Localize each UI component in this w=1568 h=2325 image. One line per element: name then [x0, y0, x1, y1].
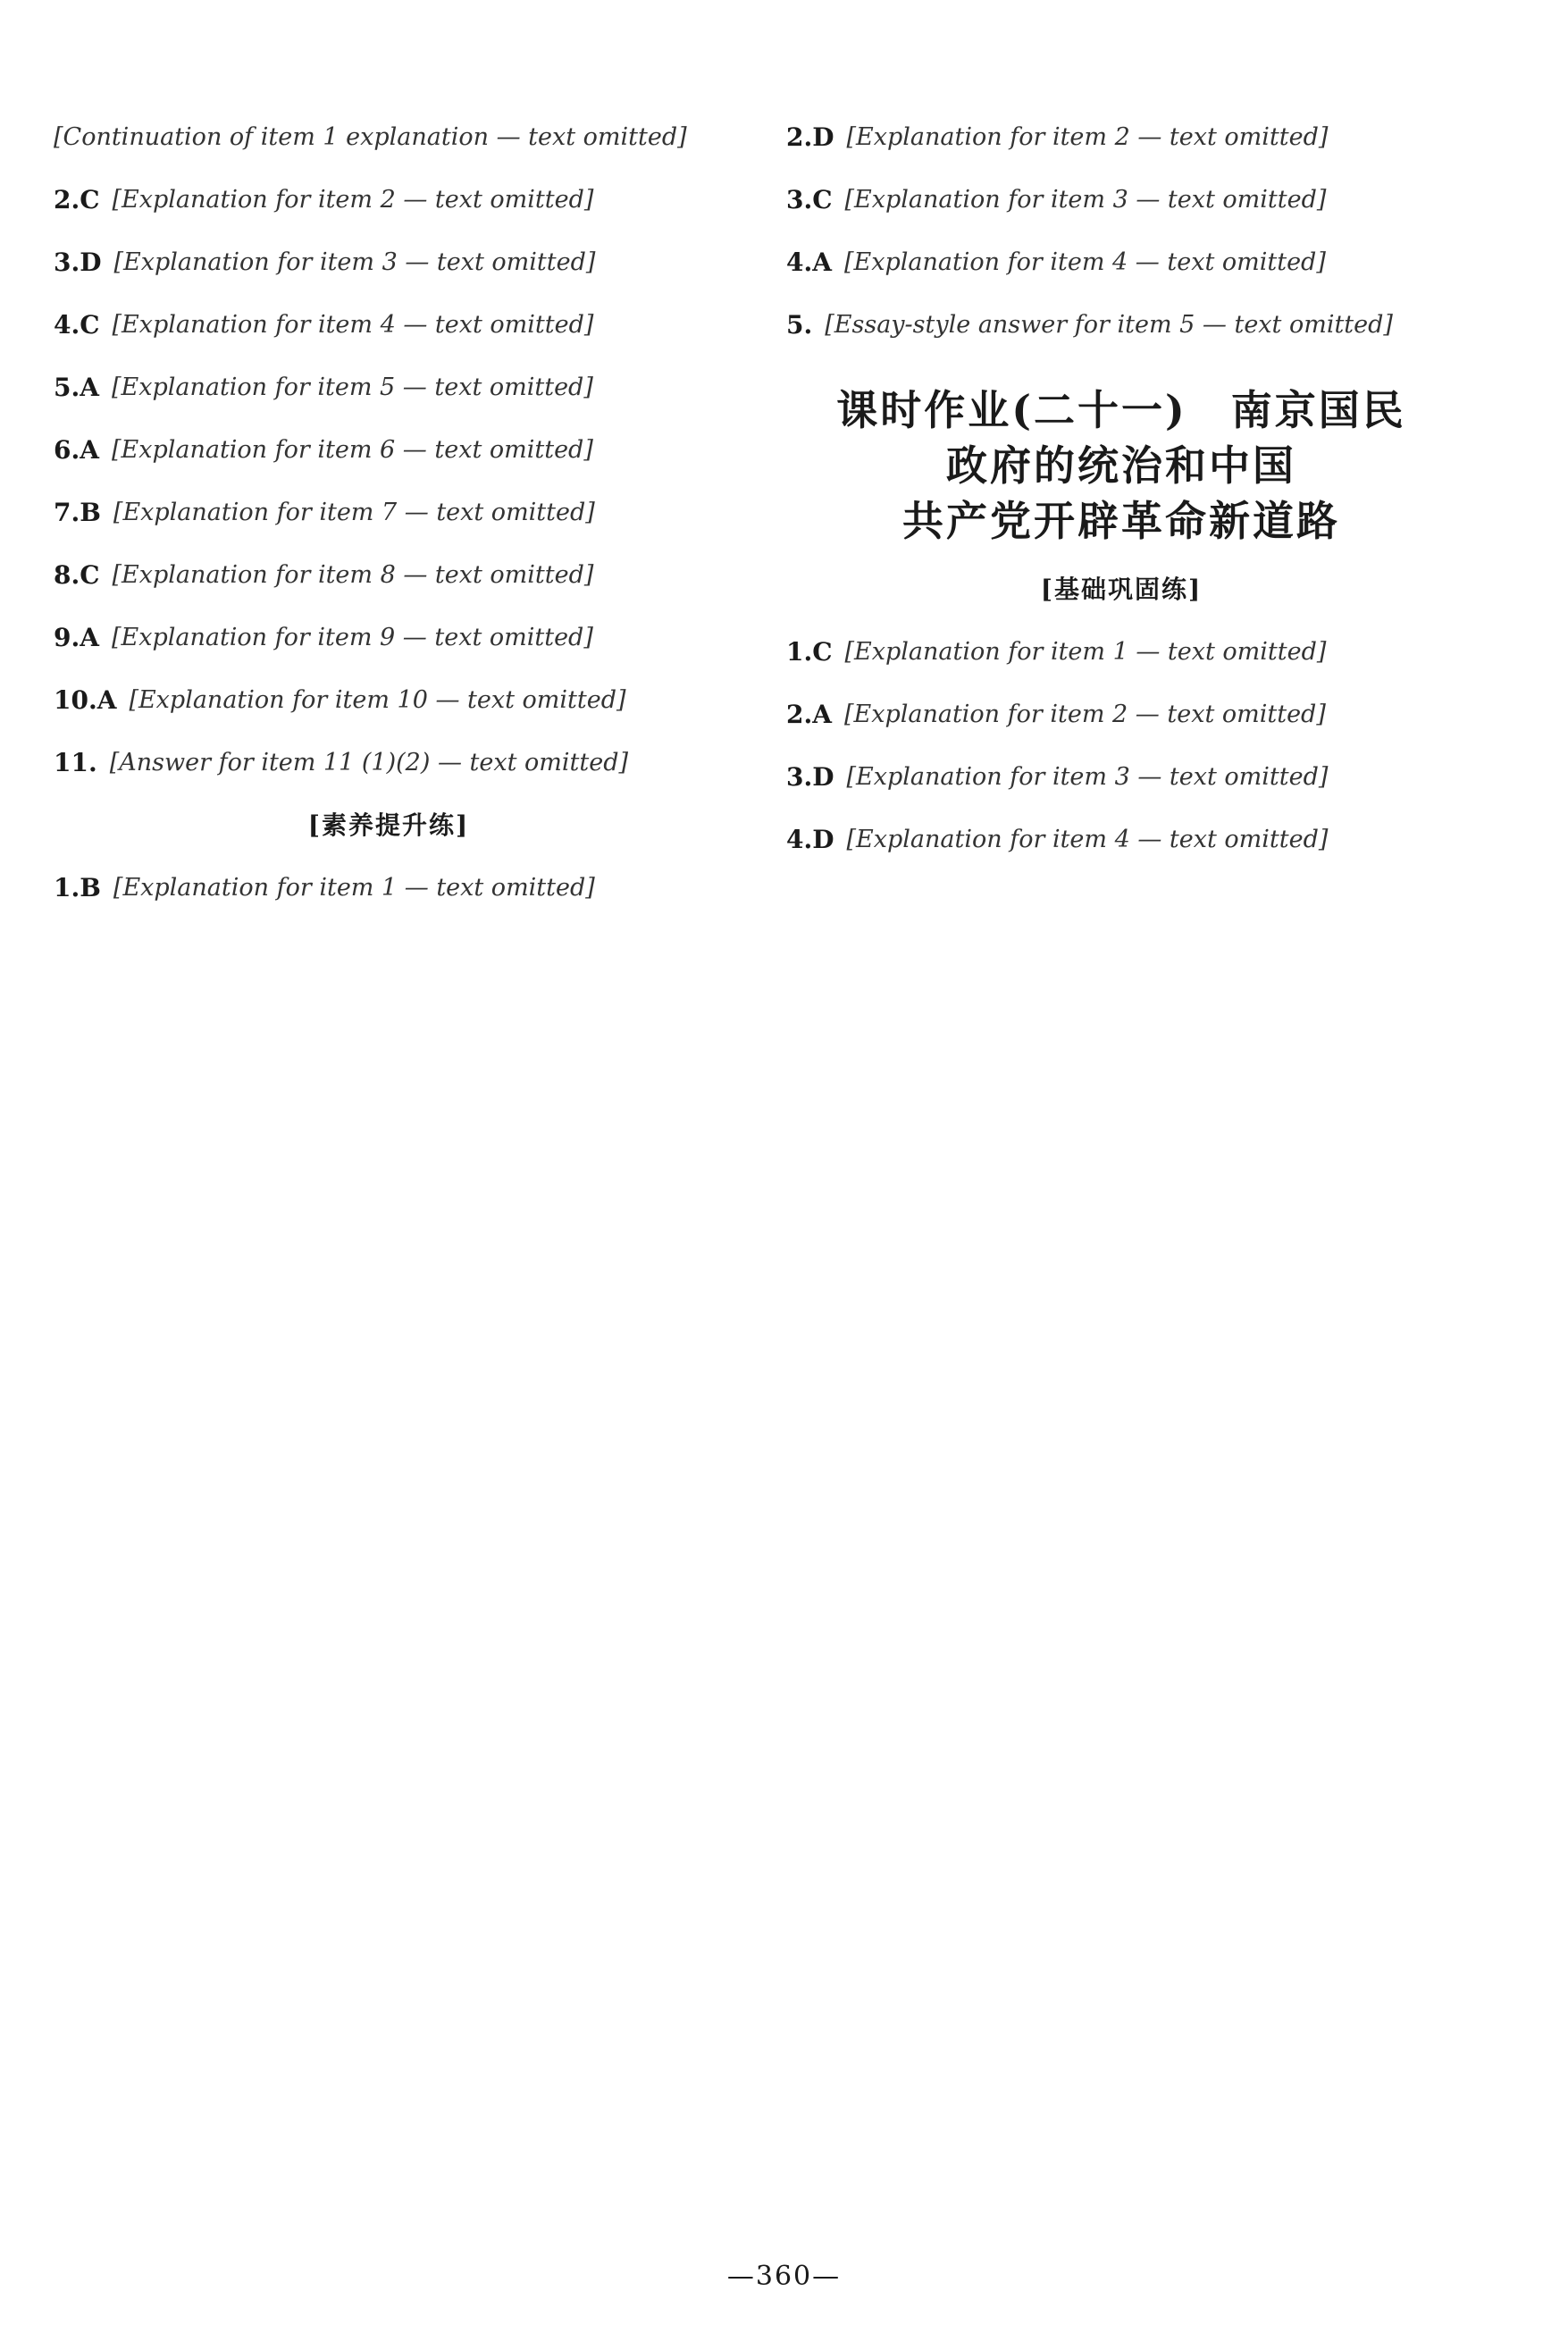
answer-number: 4.A — [786, 248, 832, 277]
answer-number: 7.B — [54, 498, 101, 527]
answer-item — [54, 742, 724, 785]
right-column — [786, 116, 1456, 881]
answer-text: [Explanation for item 10 — text omitted] — [129, 686, 626, 714]
answer-number: 3.D — [54, 248, 102, 277]
answer-text: [Explanation for item 1 — text omitted] — [113, 874, 595, 902]
right-answer-list — [786, 116, 1456, 347]
left-answer-list-after — [54, 867, 724, 910]
answer-item — [786, 304, 1456, 347]
answer-number: 3.C — [786, 185, 833, 214]
answer-item — [786, 756, 1456, 799]
right-answer-list-after — [786, 631, 1456, 861]
answer-text: [Answer for item 11 (1)(2) — text omitted] — [109, 749, 629, 776]
answer-text: [Explanation for item 1 — text omitted] — [844, 638, 1327, 666]
chapter-title — [786, 382, 1456, 549]
answer-item — [54, 679, 724, 722]
answer-item — [786, 179, 1456, 222]
answer-text: [Explanation for item 4 — text omitted] — [843, 248, 1326, 276]
answer-number: 3.D — [786, 762, 834, 792]
answer-item — [54, 116, 724, 159]
answer-text: [Explanation for item 7 — text omitted] — [113, 499, 595, 526]
answer-text: [Explanation for item 9 — text omitted] — [111, 624, 593, 651]
answer-number: 1.B — [54, 873, 101, 902]
answer-text: [Explanation for item 6 — text omitted] — [111, 436, 593, 464]
answer-item — [786, 241, 1456, 284]
answer-number: 4.D — [786, 825, 834, 854]
answer-number: 10.A — [54, 685, 117, 715]
answer-number: 5.A — [54, 373, 99, 402]
page-number: —360— — [726, 2261, 842, 2292]
answer-number: 2.D — [786, 122, 834, 152]
answer-text: [Explanation for item 4 — text omitted] — [112, 311, 594, 339]
answer-item — [54, 554, 724, 597]
answer-text: [Explanation for item 3 — text omitted] — [844, 186, 1327, 214]
answer-text: [Explanation for item 5 — text omitted] — [111, 374, 593, 401]
answer-item — [786, 818, 1456, 861]
answer-number: 6.A — [54, 435, 99, 465]
answer-text: [Explanation for item 4 — text omitted] — [846, 826, 1329, 853]
section-label-foundation: [基础巩固练] — [1040, 575, 1203, 604]
answer-number: 4.C — [54, 310, 100, 340]
answer-number: 8.C — [54, 560, 100, 590]
answer-item — [54, 179, 724, 222]
answer-item — [54, 867, 724, 910]
answer-item — [54, 429, 724, 472]
answer-item — [786, 631, 1456, 674]
answer-number: 11. — [54, 748, 97, 777]
answer-number: 1.C — [786, 637, 833, 667]
left-column — [54, 116, 724, 929]
chapter-title-line-3: 共产党开辟革命新道路 — [902, 497, 1340, 545]
answer-text: [Explanation for item 8 — text omitted] — [112, 561, 594, 589]
chapter-title-line-2: 政府的统治和中国 — [946, 441, 1296, 490]
answer-item — [786, 116, 1456, 159]
answer-text: [Explanation for item 3 — text omitted] — [846, 763, 1329, 791]
answer-item — [786, 693, 1456, 736]
answer-item — [54, 304, 724, 347]
answer-text: [Continuation of item 1 explanation — text omitted] — [54, 123, 687, 151]
answer-number: 2.A — [786, 700, 832, 729]
answer-text: [Explanation for item 2 — text omitted] — [112, 186, 594, 214]
chapter-title-line-1: 课时作业(二十一) 南京国民 — [836, 386, 1406, 434]
section-label-literacy: [素养提升练] — [307, 810, 470, 840]
answer-text: [Essay-style answer for item 5 — text omitted] — [825, 311, 1393, 339]
answer-item — [54, 366, 724, 409]
answer-number: 9.A — [54, 623, 99, 652]
left-answer-list — [54, 116, 724, 785]
answer-item — [54, 241, 724, 284]
answer-text: [Explanation for item 3 — text omitted] — [113, 248, 596, 276]
answer-number: 5. — [786, 310, 813, 340]
answer-number: 2.C — [54, 185, 100, 214]
answer-item — [54, 491, 724, 534]
answer-item — [54, 617, 724, 659]
answer-text: [Explanation for item 2 — text omitted] — [843, 701, 1326, 728]
answer-text: [Explanation for item 2 — text omitted] — [846, 123, 1329, 151]
